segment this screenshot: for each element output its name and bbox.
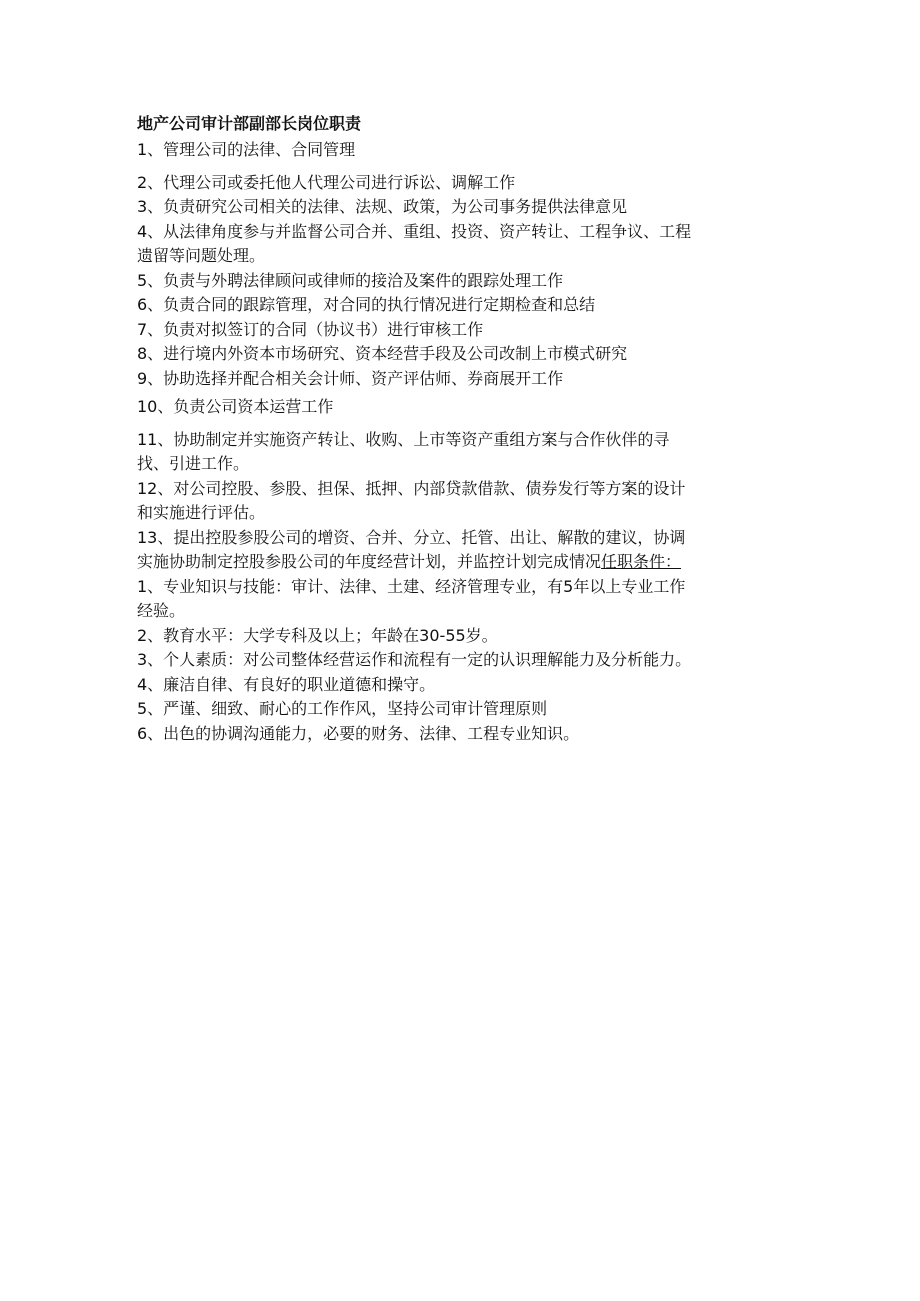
requirement-line: 2、教育水平：大学专科及以上；年龄在30-55岁。 — [137, 625, 498, 645]
document-page — [137, 112, 787, 746]
duty-line: 7、负责对拟签订的合同（协议书）进行审核工作 — [137, 319, 484, 339]
duty-line: 11、协助制定并实施资产转让、收购、上市等资产重组方案与合作伙伴的寻 — [137, 429, 670, 449]
requirement-line: 5、严谨、细致、耐心的工作作风，坚持公司审计管理原则 — [137, 699, 548, 718]
duty-line: 4、从法律角度参与并监督公司合并、重组、投资、资产转让、工程争议、工程 — [137, 221, 692, 241]
requirement-line: 3、个人素质：对公司整体经营运作和流程有一定的认识理解能力及分析能力。 — [137, 650, 692, 669]
requirement-line: 经验。 — [137, 601, 186, 620]
duty-line: 9、协助选择并配合相关会计师、资产评估师、券商展开工作 — [137, 368, 564, 388]
requirement-line: 4、廉洁自律、有良好的职业道德和操守。 — [137, 674, 436, 694]
duty-line: 1、管理公司的法律、合同管理 — [137, 140, 356, 159]
duty-line: 10、负责公司资本运营工作 — [137, 397, 334, 416]
duty-line: 6、负责合同的跟踪管理，对合同的执行情况进行定期检查和总结 — [137, 295, 596, 314]
duty-line: 找、引进工作。 — [137, 454, 250, 473]
duty-line: 12、对公司控股、参股、担保、抵押、内部贷款借款、债券发行等方案的设计 — [137, 478, 686, 498]
duty-line-with-heading — [137, 550, 787, 575]
duty-line: 和实施进行评估。 — [137, 503, 266, 522]
duty-line-text: 实施协助制定控股参股公司的年度经营计划，并监控计划完成情况 — [137, 552, 602, 571]
duty-line: 13、提出控股参股公司的增资、合并、分立、托管、出让、解散的建议，协调 — [137, 527, 686, 547]
requirement-line: 1、专业知识与技能：审计、法律、土建、经济管理专业，有5年以上专业工作 — [137, 576, 686, 596]
duty-line: 3、负责研究公司相关的法律、法规、政策，为公司事务提供法律意见 — [137, 197, 628, 216]
requirements-heading: 任职条件： — [601, 552, 682, 571]
duty-line: 5、负责与外聘法律顾问或律师的接洽及案件的跟踪处理工作 — [137, 270, 564, 290]
duty-line: 8、进行境内外资本市场研究、资本经营手段及公司改制上市模式研究 — [137, 344, 628, 363]
requirement-line: 6、出色的协调沟通能力，必要的财务、法律、工程专业知识。 — [137, 723, 580, 743]
duty-line: 遗留等问题处理。 — [137, 246, 266, 265]
duty-line: 2、代理公司或委托他人代理公司进行诉讼、调解工作 — [137, 172, 516, 192]
document-title: 地产公司审计部副部长岗位职责 — [137, 114, 362, 133]
